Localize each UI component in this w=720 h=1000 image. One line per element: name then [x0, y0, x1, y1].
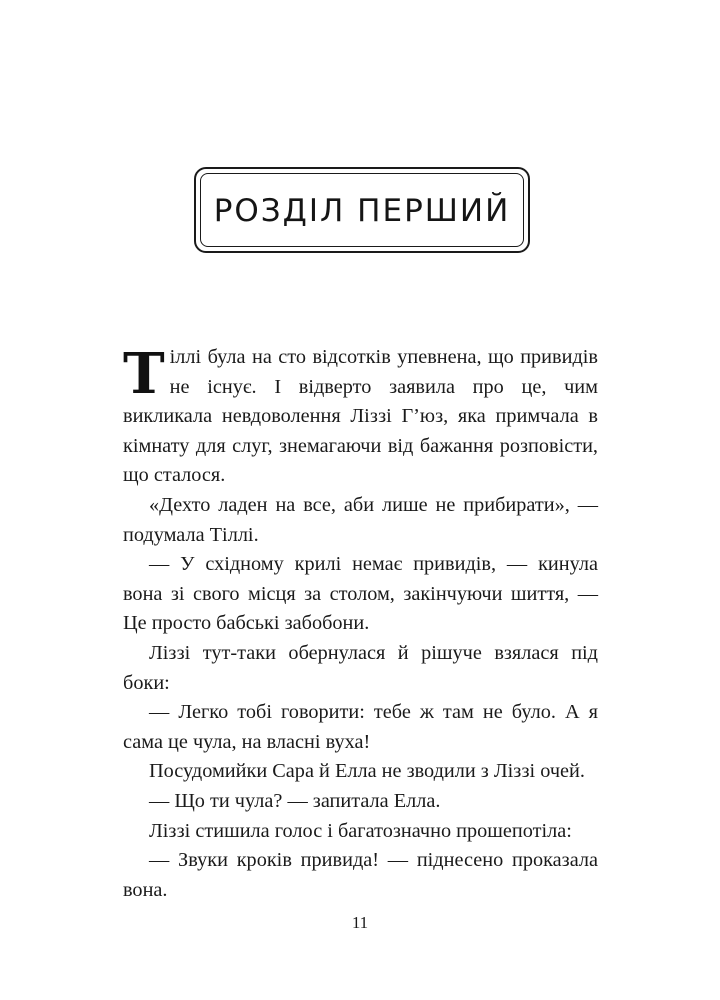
paragraph-6: Посудомийки Сара й Елла не зводили з Ліззі очей.	[149, 760, 585, 783]
paragraph-3: — У східному крилі немає привидів, — кинула вона зі свого місця за столом, закінчуючи шиття, — Це просто бабські забобони.	[123, 553, 598, 635]
paragraph-8: Ліззі стишила голос і багатозначно прошепотіла:	[149, 819, 572, 842]
paragraph-1-text: іллі була на сто відсотків упевнена, що привидів не існує. І відверто заявила про це, чим викликала невдоволення Ліззі Г’юз, яка примчала в кімнату для слуг, знемагаючи від бажання розповісти, що сталося.	[123, 346, 598, 487]
paragraph-5: — Легко тобі говорити: тебе ж там не було. А я сама це чула, на власні вуха!	[123, 701, 598, 753]
paragraph-7: — Що ти чула? — запитала Елла.	[149, 789, 441, 812]
page-number: 11	[351, 913, 369, 932]
paragraph-4: Ліззі тут-таки обернулася й рішуче взялася під боки:	[123, 641, 598, 694]
chapter-title: РОЗДІЛ ПЕРШИЙ	[213, 193, 511, 229]
paragraph-1	[123, 343, 598, 491]
chapter-title-frame	[194, 167, 530, 253]
paragraph-2: «Дехто ладен на все, аби лише не прибирати», — подумала Тіллі.	[123, 493, 598, 546]
chapter-text	[123, 343, 598, 905]
drop-cap: Т	[123, 341, 165, 407]
paragraph-9: — Звуки кроків привида! — піднесено проказала вона.	[123, 849, 598, 901]
